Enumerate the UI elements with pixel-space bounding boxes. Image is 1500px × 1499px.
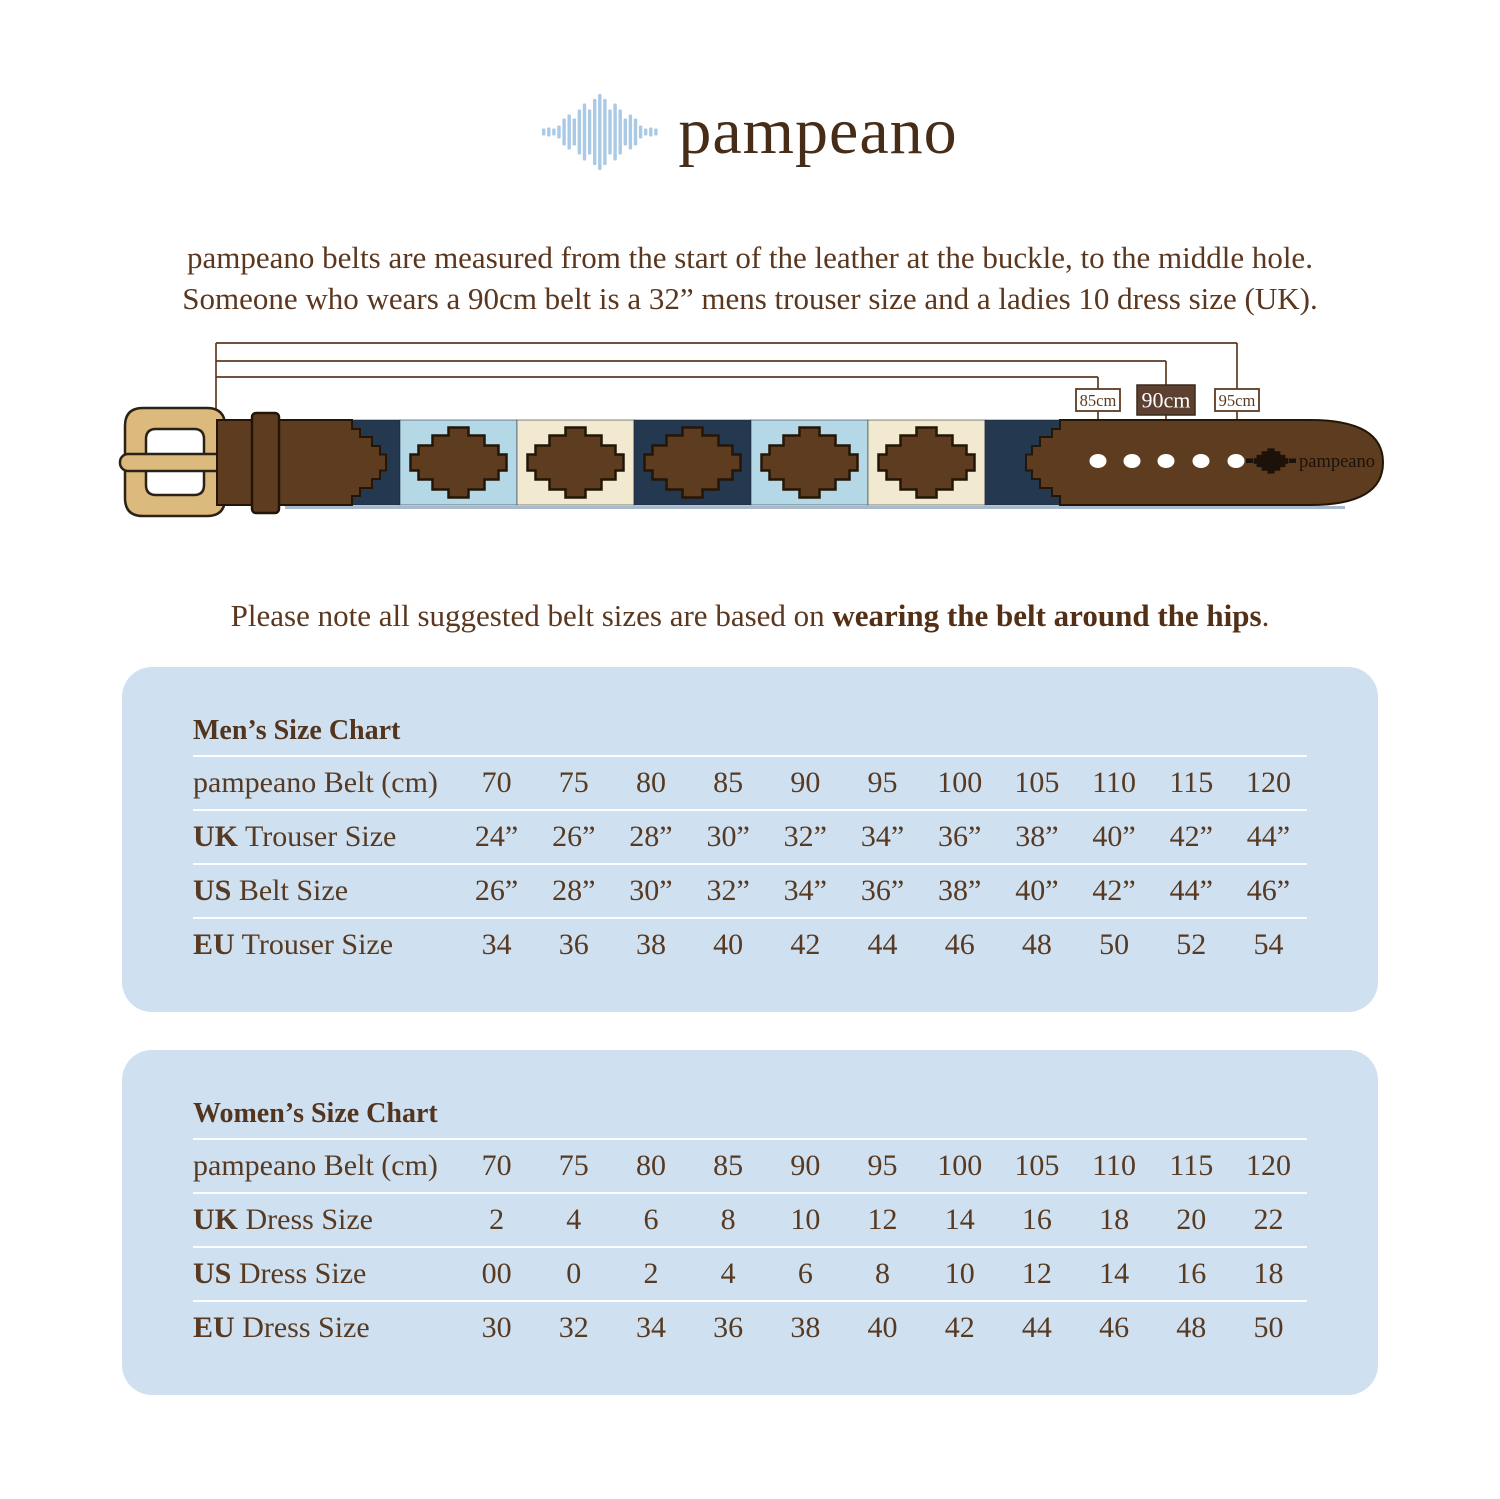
brand-wordmark: pampeano: [678, 95, 958, 168]
size-value-cell: 34”: [783, 874, 827, 907]
row-label: [193, 1311, 458, 1345]
label-85cm: [1076, 389, 1120, 411]
mens-row-3: [193, 917, 1307, 971]
row-label: [193, 820, 458, 854]
row-label-text: Trouser Size: [238, 820, 397, 853]
measurement-description-line1: pampeano belts are measured from the start of the leather at the buckle, to the middle hole.: [187, 240, 1313, 275]
womens-row-3: [193, 1300, 1307, 1354]
size-value-cell: 16: [1021, 1203, 1052, 1236]
size-value-cell: 10: [790, 1203, 821, 1236]
belt-illustration: [0, 330, 1500, 570]
row-label-region: UK: [193, 1203, 238, 1236]
row-label-region: EU: [193, 1311, 235, 1344]
row-label-region: UK: [193, 820, 238, 853]
size-value-cell: 42: [944, 1311, 975, 1344]
size-value-cell: 0: [566, 1257, 582, 1290]
size-value-cell: 38”: [1015, 820, 1059, 853]
mens-row-2: [193, 863, 1307, 917]
size-value-cell: 36”: [938, 820, 982, 853]
soundwave-bar: [609, 110, 612, 155]
size-value-cell: 44”: [1246, 820, 1291, 853]
svg-text:95cm: 95cm: [1218, 391, 1256, 410]
size-value-cell: 52: [1176, 928, 1207, 961]
size-value-cell: 44: [1021, 1311, 1052, 1344]
size-value-cell: 14: [1099, 1257, 1130, 1290]
size-value-cell: 4: [566, 1203, 582, 1236]
soundwave-logo-icon: [542, 90, 660, 174]
soundwave-bar: [614, 104, 617, 161]
size-value-cell: 26”: [474, 874, 519, 907]
row-label-text: Dress Size: [231, 1257, 367, 1290]
size-value-cell: 38”: [938, 874, 982, 907]
mens-row-1: [193, 809, 1307, 863]
measurement-description: [0, 237, 1500, 319]
size-value-cell: 42”: [1169, 820, 1213, 853]
size-value-cell: 32”: [706, 874, 750, 907]
size-value-cell: 40: [867, 1311, 898, 1344]
soundwave-bar: [593, 99, 596, 165]
hips-note-bold: wearing the belt around the hips: [832, 598, 1262, 633]
size-value-cell: 26”: [552, 820, 596, 853]
svg-text:85cm: 85cm: [1079, 391, 1117, 410]
size-value-cell: 2: [489, 1203, 505, 1236]
soundwave-bar: [563, 119, 566, 146]
mens-row-0: [193, 755, 1307, 809]
size-value-cell: 34”: [860, 820, 905, 853]
belt-strap: [217, 413, 1383, 513]
womens-size-chart: [122, 1050, 1378, 1395]
belt-size-labels: [1076, 385, 1259, 415]
belt-keeper-loop: [252, 413, 279, 513]
size-value-cell: 32”: [783, 820, 827, 853]
womens-row-0: [193, 1138, 1307, 1192]
hips-note-suffix: .: [1261, 598, 1270, 633]
row-label: [193, 766, 458, 800]
hips-note: [0, 598, 1500, 634]
size-value-cell: 6: [643, 1203, 659, 1236]
row-label: [193, 1203, 458, 1237]
row-label-text: pampeano Belt (cm): [193, 1149, 438, 1182]
size-value-cell: 48: [1176, 1311, 1207, 1344]
size-value-cell: 75: [558, 1149, 589, 1182]
size-value-cell: 36: [558, 928, 589, 961]
womens-row-2: [193, 1246, 1307, 1300]
size-value-cell: 24”: [474, 820, 519, 853]
size-value-cell: 95: [867, 1149, 898, 1182]
label-90cm: [1137, 385, 1195, 415]
row-label: [193, 1257, 458, 1291]
size-value-cell: 85: [713, 1149, 744, 1182]
size-value-cell: 18: [1253, 1257, 1284, 1290]
size-value-cell: 110: [1092, 1149, 1137, 1182]
soundwave-bar: [598, 94, 601, 170]
soundwave-bar: [547, 128, 550, 137]
size-value-cell: 120: [1245, 1149, 1291, 1182]
row-label: [193, 874, 458, 908]
size-value-cell: 100: [937, 766, 983, 799]
size-value-cell: 00: [481, 1257, 512, 1290]
size-value-cell: 38: [790, 1311, 821, 1344]
size-value-cell: 12: [867, 1203, 898, 1236]
size-value-cell: 12: [1021, 1257, 1052, 1290]
row-label-region: EU: [193, 928, 235, 961]
size-value-cell: 20: [1176, 1203, 1207, 1236]
size-value-cell: 42: [790, 928, 821, 961]
size-value-cell: 100: [937, 1149, 983, 1182]
soundwave-bar: [644, 129, 647, 136]
row-label-text: Dress Size: [238, 1203, 373, 1236]
hips-note-prefix: Please note all suggested belt sizes are based on: [230, 598, 833, 633]
size-value-cell: 40”: [1092, 820, 1136, 853]
row-label-region: US: [193, 1257, 232, 1290]
belt-buckle: [120, 408, 225, 516]
womens-size-chart-title: Women’s Size Chart: [193, 1098, 438, 1129]
buckle-prong: [120, 454, 224, 471]
belt-brand-stamp: [1246, 448, 1375, 473]
size-value-cell: 115: [1169, 766, 1214, 799]
size-value-cell: 85: [713, 766, 744, 799]
soundwave-bar: [573, 119, 576, 146]
size-value-cell: 110: [1092, 766, 1137, 799]
size-value-cell: 32: [558, 1311, 589, 1344]
size-value-cell: 120: [1245, 766, 1291, 799]
soundwave-bar: [568, 115, 571, 150]
soundwave-bar: [553, 129, 556, 136]
soundwave-bar: [629, 115, 632, 150]
size-value-cell: 34: [481, 928, 512, 961]
mens-size-chart: [122, 667, 1378, 1012]
belt-stamp-text: pampeano: [1299, 452, 1376, 472]
soundwave-bar: [634, 119, 637, 146]
size-value-cell: 30: [481, 1311, 512, 1344]
size-value-cell: 36”: [860, 874, 905, 907]
row-label: [193, 1149, 458, 1183]
soundwave-bar: [542, 129, 545, 136]
size-value-cell: 70: [481, 766, 512, 799]
size-value-cell: 14: [944, 1203, 975, 1236]
size-value-cell: 90: [790, 766, 821, 799]
row-label: [193, 928, 458, 962]
soundwave-bar: [578, 110, 581, 155]
size-value-cell: 4: [720, 1257, 736, 1290]
label-95cm: [1215, 389, 1259, 411]
size-value-cell: 70: [481, 1149, 512, 1182]
size-value-cell: 10: [944, 1257, 975, 1290]
size-value-cell: 42”: [1092, 874, 1136, 907]
size-value-cell: 46”: [1246, 874, 1291, 907]
soundwave-bar: [604, 99, 607, 165]
soundwave-bar: [639, 126, 642, 139]
size-value-cell: 105: [1014, 766, 1060, 799]
size-value-cell: 75: [558, 766, 589, 799]
size-value-cell: 30”: [629, 874, 673, 907]
womens-row-1: [193, 1192, 1307, 1246]
row-label-text: pampeano Belt (cm): [193, 766, 438, 799]
size-value-cell: 28”: [552, 874, 596, 907]
size-value-cell: 40”: [1015, 874, 1059, 907]
size-value-cell: 90: [790, 1149, 821, 1182]
size-value-cell: 50: [1253, 1311, 1284, 1344]
mens-size-chart-title: Men’s Size Chart: [193, 715, 401, 746]
soundwave-bar: [655, 129, 658, 136]
svg-text:90cm: 90cm: [1141, 387, 1191, 413]
soundwave-bar: [649, 128, 652, 137]
size-value-cell: 54: [1253, 928, 1284, 961]
size-value-cell: 2: [643, 1257, 659, 1290]
womens-size-chart-rows: [193, 1138, 1307, 1354]
measurement-description-line2: Someone who wears a 90cm belt is a 32” mens trouser size and a ladies 10 dress size (UK).: [182, 281, 1318, 316]
brand-header: [0, 84, 1500, 180]
size-value-cell: 8: [875, 1257, 891, 1290]
row-label-region: US: [193, 874, 232, 907]
size-value-cell: 44: [867, 928, 898, 961]
soundwave-bar: [583, 104, 586, 161]
size-value-cell: 95: [867, 766, 898, 799]
row-label-text: Dress Size: [234, 1311, 370, 1344]
size-value-cell: 36: [713, 1311, 744, 1344]
size-value-cell: 105: [1014, 1149, 1060, 1182]
size-value-cell: 44”: [1169, 874, 1213, 907]
soundwave-bar: [558, 126, 561, 139]
size-value-cell: 18: [1099, 1203, 1130, 1236]
size-value-cell: 115: [1169, 1149, 1214, 1182]
size-value-cell: 80: [635, 766, 666, 799]
size-value-cell: 28”: [629, 820, 673, 853]
size-value-cell: 6: [797, 1257, 813, 1290]
size-value-cell: 30”: [706, 820, 750, 853]
size-value-cell: 38: [635, 928, 666, 961]
size-value-cell: 16: [1176, 1257, 1207, 1290]
soundwave-bar: [624, 119, 627, 146]
size-value-cell: 8: [720, 1203, 736, 1236]
size-value-cell: 50: [1099, 928, 1130, 961]
mens-size-chart-rows: [193, 755, 1307, 971]
row-label-text: Belt Size: [231, 874, 349, 907]
size-value-cell: 48: [1021, 928, 1052, 961]
size-value-cell: 46: [1099, 1311, 1130, 1344]
row-label-text: Trouser Size: [234, 928, 394, 961]
size-value-cell: 80: [635, 1149, 666, 1182]
soundwave-bar: [588, 110, 591, 155]
belt-leather-left: [217, 420, 386, 505]
size-value-cell: 22: [1253, 1203, 1284, 1236]
soundwave-bar: [619, 110, 622, 155]
size-value-cell: 40: [713, 928, 744, 961]
size-value-cell: 34: [635, 1311, 666, 1344]
size-value-cell: 46: [944, 928, 975, 961]
